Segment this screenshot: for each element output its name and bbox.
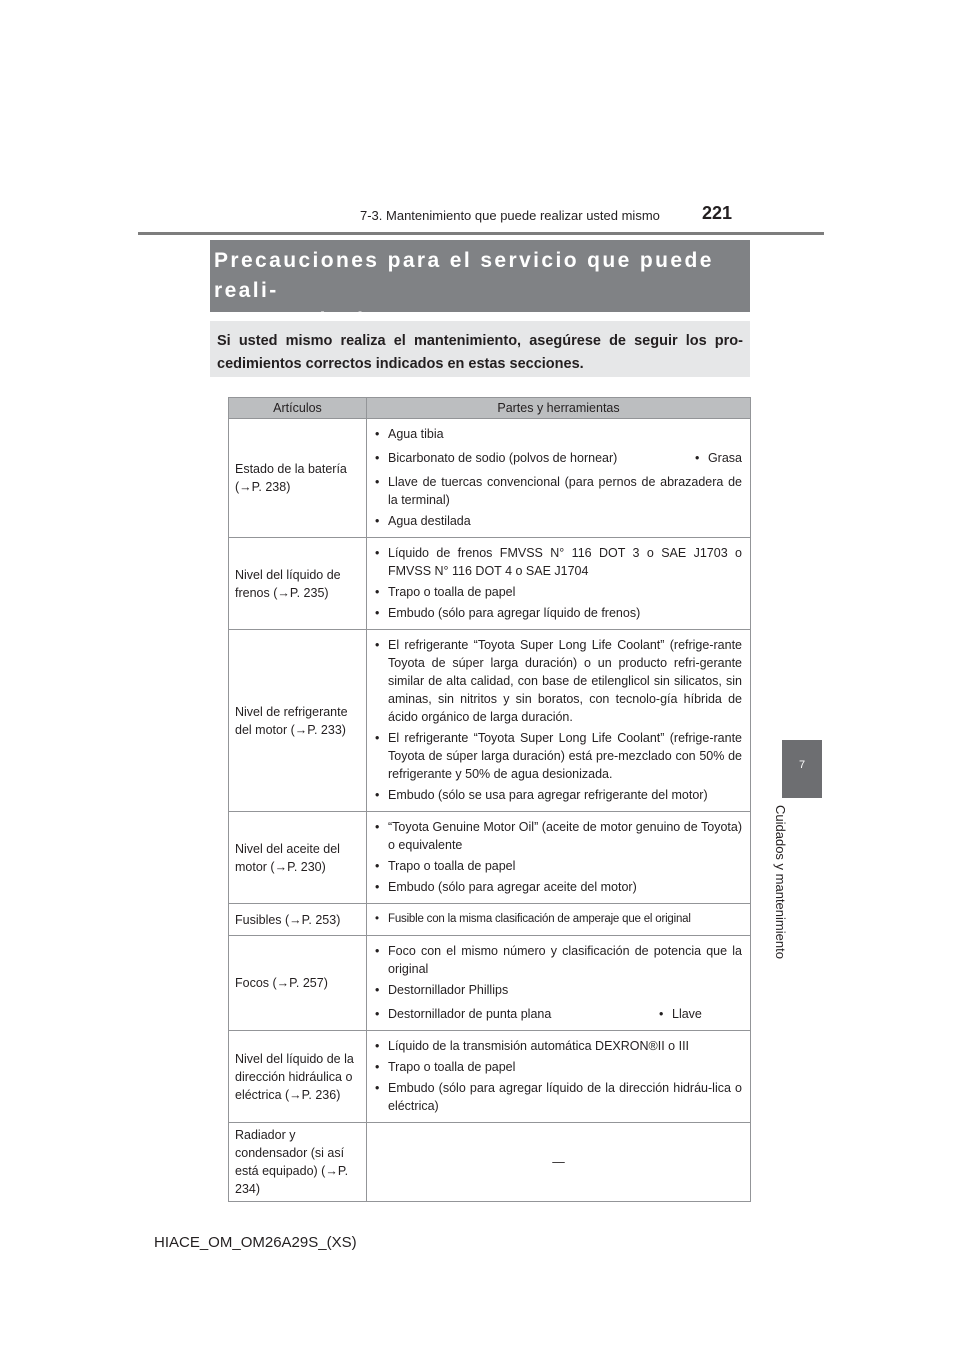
table-row bbox=[229, 936, 751, 1031]
empty-dash: — bbox=[552, 1154, 565, 1169]
list-item: • Llave bbox=[659, 1005, 742, 1023]
parts-cell bbox=[367, 1031, 751, 1123]
chapter-label-text: Cuidados y mantenimiento bbox=[773, 805, 788, 959]
list-item: • Agua destilada bbox=[375, 512, 742, 530]
page-number: 221 bbox=[702, 203, 733, 223]
chapter-number: 7 bbox=[798, 759, 806, 771]
list-item: • El refrigerante “Toyota Super Long Life Coolant” (refrige-rante Toyota de súper larga duración) o un producto refri-gerante similar de alta calidad, con base de etilenglicol sin silicatos, sin aminas, sin nitritos y sin boratos, con tecnolo-gía híbrida de ácido orgánico de larga duración. bbox=[375, 636, 742, 726]
list-item: • Destornillador Phillips bbox=[375, 981, 742, 999]
item-cell: Nivel del líquido de la dirección hidráulica o eléctrica (→P. 236) bbox=[229, 1031, 367, 1123]
column-header-items: Artículos bbox=[229, 398, 367, 419]
list-item: • El refrigerante “Toyota Super Long Life Coolant” (refrige-rante Toyota de súper larga duración) está pre-mezclado con 50% de refrigerante y 50% de agua desionizada. bbox=[375, 729, 742, 783]
list-item: • “Toyota Genuine Motor Oil” (aceite de motor genuino de Toyota) o equivalente bbox=[375, 818, 742, 854]
item-cell: Nivel del aceite del motor (→P. 230) bbox=[229, 812, 367, 904]
list-item: • Bicarbonato de sodio (polvos de hornear) bbox=[375, 449, 617, 467]
list-item-pair bbox=[375, 446, 742, 470]
table-row bbox=[229, 630, 751, 812]
item-cell: Focos (→P. 257) bbox=[229, 936, 367, 1031]
list-item: • Agua tibia bbox=[375, 425, 742, 443]
table-header-row bbox=[229, 398, 751, 419]
list-item: • Trapo o toalla de papel bbox=[375, 1058, 742, 1076]
list-item: • Embudo (sólo para agregar líquido de la dirección hidráu-lica o eléctrica) bbox=[375, 1079, 742, 1115]
parts-cell bbox=[367, 904, 751, 936]
item-cell: Nivel del líquido de frenos (→P. 235) bbox=[229, 538, 367, 630]
header-rule bbox=[138, 232, 824, 235]
table-row bbox=[229, 812, 751, 904]
item-cell: Nivel de refrigerante del motor (→P. 233) bbox=[229, 630, 367, 812]
list-item: • Líquido de frenos FMVSS N° 116 DOT 3 o SAE J1703 o FMVSS N° 116 DOT 4 o SAE J1704 bbox=[375, 544, 742, 580]
list-item: • Trapo o toalla de papel bbox=[375, 583, 742, 601]
title-line-1: Precauciones para el servicio que puede reali- bbox=[214, 249, 714, 302]
list-item: • Grasa bbox=[695, 449, 742, 467]
parts-cell bbox=[367, 538, 751, 630]
item-cell: Radiador y condensador (si así está equipado) (→P. 234) bbox=[229, 1123, 367, 1202]
parts-cell bbox=[367, 1123, 751, 1202]
list-item: • Destornillador de punta plana bbox=[375, 1005, 551, 1023]
list-item: • Embudo (sólo se usa para agregar refrigerante del motor) bbox=[375, 786, 742, 804]
list-item-pair bbox=[375, 1002, 742, 1026]
parts-cell bbox=[367, 812, 751, 904]
document-code: HIACE_OM_OM26A29S_(XS) bbox=[154, 1234, 357, 1251]
chapter-label bbox=[769, 805, 791, 965]
intro-text: Si usted mismo realiza el mantenimiento, asegúrese de seguir los pro-cedimientos correctos indicados en estas secciones. bbox=[217, 333, 743, 372]
list-item: • Trapo o toalla de papel bbox=[375, 857, 742, 875]
table-row bbox=[229, 1031, 751, 1123]
parts-table bbox=[228, 397, 751, 1202]
list-item: • Embudo (sólo para agregar aceite del motor) bbox=[375, 878, 742, 896]
list-item: • Líquido de la transmisión automática DEXRON®II o III bbox=[375, 1037, 742, 1055]
list-item: • Embudo (sólo para agregar líquido de frenos) bbox=[375, 604, 742, 622]
column-header-parts: Partes y herramientas bbox=[367, 398, 751, 419]
table-row bbox=[229, 1123, 751, 1202]
list-item: • Fusible con la misma clasificación de amperaje que el original bbox=[375, 910, 742, 928]
section-reference: 7-3. Mantenimiento que puede realizar usted mismo bbox=[360, 208, 660, 223]
item-cell: Estado de la batería (→P. 238) bbox=[229, 419, 367, 538]
table-row bbox=[229, 538, 751, 630]
parts-cell bbox=[367, 419, 751, 538]
table-row bbox=[229, 419, 751, 538]
list-item: • Llave de tuercas convencional (para pernos de abrazadera de la terminal) bbox=[375, 473, 742, 509]
parts-cell bbox=[367, 936, 751, 1031]
item-cell: Fusibles (→P. 253) bbox=[229, 904, 367, 936]
parts-cell bbox=[367, 630, 751, 812]
list-item: • Foco con el mismo número y clasificación de potencia que la original bbox=[375, 942, 742, 978]
table-row bbox=[229, 904, 751, 936]
